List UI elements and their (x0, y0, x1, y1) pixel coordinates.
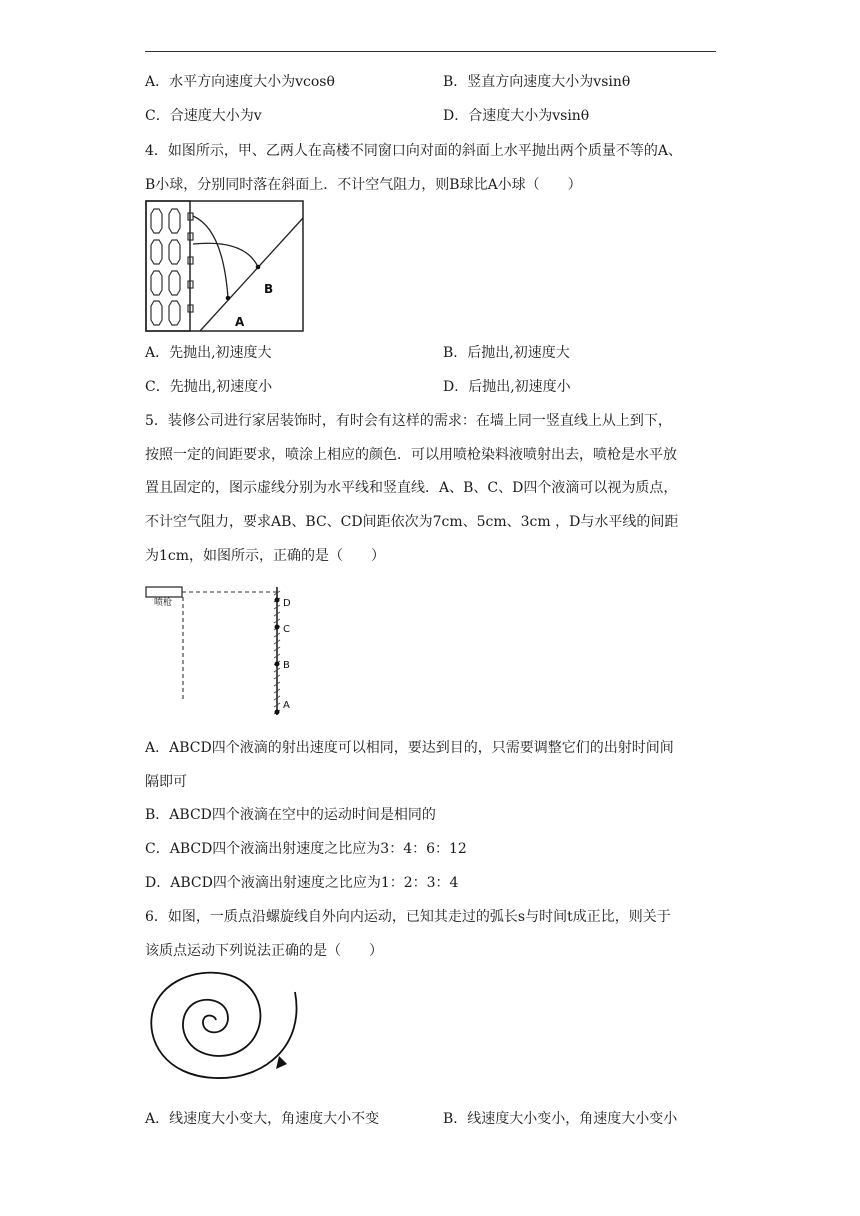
q4-option-c[interactable]: C．先抛出,初速度小 (145, 379, 273, 395)
building (146, 201, 190, 331)
q3-option-d[interactable]: D．合速度大小为vsinθ (443, 108, 590, 124)
q6-spiral-figure (145, 970, 305, 1100)
q6-option-a[interactable]: A．线速度大小变大，角速度大小不变 (145, 1111, 380, 1127)
q5-option-c[interactable]: C．ABCD四个液滴出射速度之比应为3：4：6：12 (145, 841, 467, 857)
trajectory-a (193, 216, 228, 298)
q3-option-b[interactable]: B．竖直方向速度大小为vsinθ (443, 74, 631, 90)
q5-stem-line-2: 按照一定的间距要求，喷涂上相应的颜色．可以用喷枪染料液喷射出去，喷枪是水平放 (145, 447, 677, 463)
q6-option-b[interactable]: B．线速度大小变小，角速度大小变小 (443, 1111, 678, 1127)
q5-option-d[interactable]: D．ABCD四个液滴出射速度之比应为1：2：3：4 (145, 875, 459, 891)
label-d: D (283, 598, 291, 609)
drop-d (275, 598, 280, 603)
q5-option-a-line-1[interactable]: A．ABCD四个液滴的射出速度可以相同，要达到目的，只需要调整它们的出射时间间 (145, 740, 674, 756)
label-a: A (283, 700, 290, 711)
label-a: A (235, 315, 245, 329)
q4-option-a[interactable]: A．先抛出,初速度大 (145, 345, 272, 361)
q6-stem-line-1: 6．如图，一质点沿螺旋线自外向内运动，已知其走过的弧长s与时间t成正比，则关于 (145, 909, 671, 925)
spray-gun-label: 喷枪 (154, 598, 173, 608)
drop-a (275, 710, 280, 715)
label-b: B (264, 282, 274, 296)
trajectory-b (193, 243, 258, 267)
q3-option-c[interactable]: C．合速度大小为v (145, 108, 262, 124)
spiral-path (151, 973, 296, 1078)
spray-gun (146, 587, 182, 597)
label-b: B (283, 660, 290, 671)
q5-option-b[interactable]: B．ABCD四个液滴在空中的运动时间是相同的 (145, 807, 436, 823)
q5-stem-line-1: 5．装修公司进行家居装饰时，有时会有这样的需求：在墙上同一竖直线上从上到下， (145, 413, 672, 429)
q4-stem-line-2: B小球，分别同时落在斜面上．不计空气阻力，则B球比A小球（ ） (145, 177, 582, 193)
drop-c (275, 625, 280, 630)
q6-stem-line-2: 该质点运动下列说法正确的是（ ） (145, 943, 383, 959)
q3-option-a[interactable]: A．水平方向速度大小为vcosθ (145, 74, 335, 90)
q5-option-a-line-2[interactable]: 隔即可 (145, 774, 187, 790)
q4-option-d[interactable]: D．后抛出,初速度小 (443, 379, 571, 395)
drop-b (275, 662, 280, 667)
q5-stem-line-5: 为1cm，如图所示，正确的是（ ） (145, 548, 386, 564)
incline-line (200, 218, 303, 331)
building-windows (151, 209, 180, 325)
q4-figure (145, 199, 305, 334)
q4-stem-line-1: 4．如图所示，甲、乙两人在高楼不同窗口向对面的斜面上水平抛出两个质量不等的A、 (145, 143, 683, 159)
q4-option-b[interactable]: B．后抛出,初速度大 (443, 345, 570, 361)
ball-a-point (226, 296, 231, 301)
direction-arrow-icon (276, 1056, 287, 1069)
header-rule (145, 51, 716, 52)
label-c: C (283, 624, 290, 635)
q5-stem-line-4: 不计空气阻力，要求AB、BC、CD间距依次为7cm、5cm、3cm ，D与水平线的间距 (145, 514, 679, 530)
q5-figure (145, 583, 305, 718)
ball-b-point (256, 265, 261, 270)
q5-stem-line-3: 置且固定的，图示虚线分别为水平线和竖直线．A、B、C、D四个液滴可以视为质点， (145, 480, 678, 496)
